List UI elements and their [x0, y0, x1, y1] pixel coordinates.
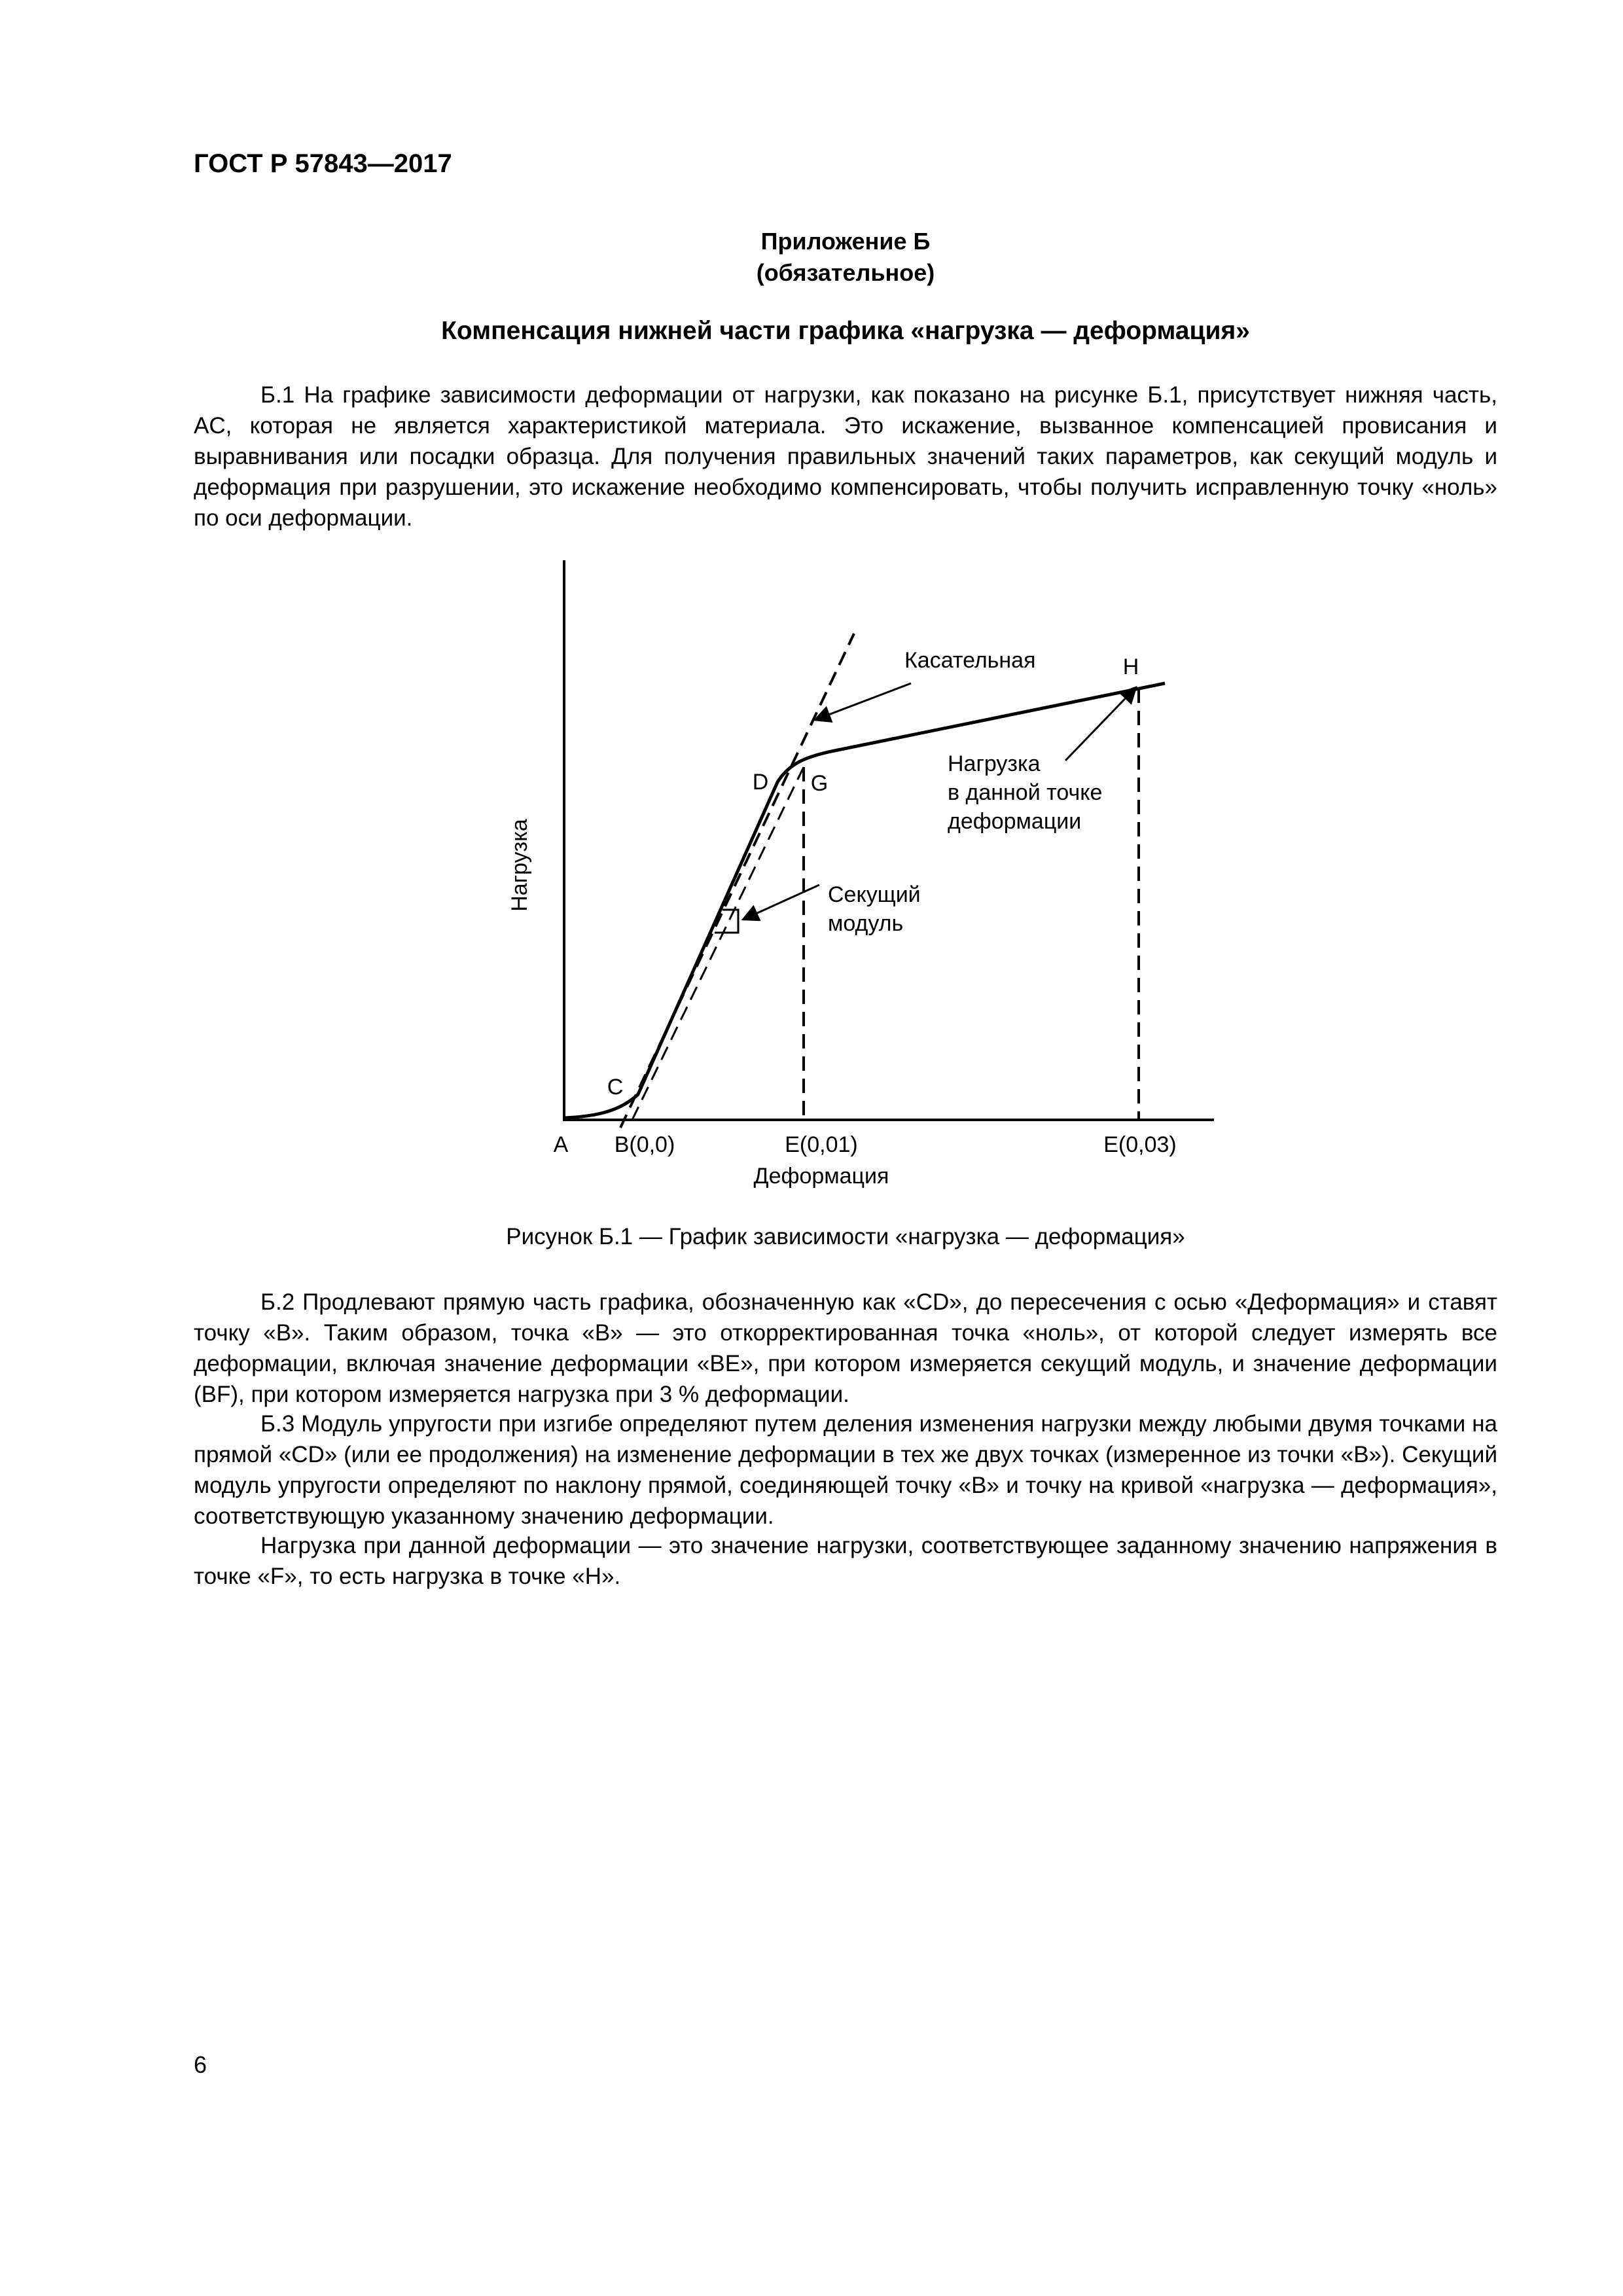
paragraph-b4: Нагрузка при данной деформации — это значение нагрузки, соответствующее заданному значению напряжения в точке «F», то есть нагрузка в точке «H».	[194, 1533, 1497, 1589]
secant-annotation-line2: модуль	[828, 911, 904, 936]
annex-subtitle: (обязательное)	[756, 259, 935, 286]
standard-header: ГОСТ Р 57843—2017	[194, 149, 452, 178]
load-annotation-line3: деформации	[948, 809, 1082, 834]
paragraph-b3: Б.3 Модуль упругости при изгибе определяют путем деления изменения нагрузки между любыми двумя точками на прямой «CD» (или ее продолжения) на изменение деформации в тех же двух точках (измеренное из точки «B»). Секущий модуль упругости определяют по наклону прямой, соединяющей точку «B» и точку на кривой «нагрузка — деформация», соответствующую указанному значению деформации.	[194, 1411, 1497, 1529]
annex-title: Приложение Б	[760, 228, 931, 255]
paragraph-b2: Б.2 Продлевают прямую часть графика, обозначенную как «CD», до пересечения с осью «Деформация» и ставят точку «B». Таким образом, точка «B» — это откорректированная точка «ноль», от которой следует измерять все деформации, включая значение деформации «BE», при котором измеряется секущий модуль, и значение деформации (BF), при котором измеряется нагрузка при 3 % деформации.	[194, 1289, 1497, 1407]
secant-annotation-line1: Секущий	[828, 882, 921, 907]
tick-label-e001: E(0,01)	[785, 1132, 858, 1157]
y-axis-label: Нагрузка	[507, 819, 532, 912]
tick-label-e003: E(0,03)	[1103, 1132, 1177, 1157]
x-axis-label: Деформация	[753, 1164, 889, 1189]
point-label-c: C	[607, 1075, 624, 1100]
paragraph-b1: Б.1 На графике зависимости деформации от нагрузки, как показано на рисунке Б.1, присутствует нижняя часть, AC, которая не является характеристикой материала. Это искажение, вызванное компенсацией провисания и выравнивания или посадки образца. Для получения правильных значений таких параметров, как секущий модуль и деформация при разрушении, это искажение необходимо компенсировать, чтобы получить исправленную точку «ноль» по оси деформации.	[194, 382, 1497, 531]
tangent-leader-arrow	[815, 683, 911, 720]
section-heading: Компенсация нижней части графика «нагрузка — деформация»	[441, 317, 1250, 345]
load-annotation-line1: Нагрузка	[948, 751, 1041, 776]
secant-line	[632, 767, 804, 1120]
load-leader-arrow	[1065, 687, 1136, 761]
load-annotation-line2: в данной точке	[948, 780, 1103, 805]
figure-caption: Рисунок Б.1 — График зависимости «нагрузка — деформация»	[506, 1224, 1185, 1249]
page-number: 6	[194, 2051, 207, 2078]
secant-leader-arrow	[743, 885, 819, 920]
tick-label-b: B(0,0)	[614, 1132, 675, 1157]
point-label-h: H	[1122, 655, 1139, 679]
point-label-g: G	[810, 771, 829, 796]
point-label-d: D	[752, 770, 769, 795]
tangent-annotation: Касательная	[904, 648, 1036, 673]
tick-label-a: A	[553, 1132, 569, 1157]
